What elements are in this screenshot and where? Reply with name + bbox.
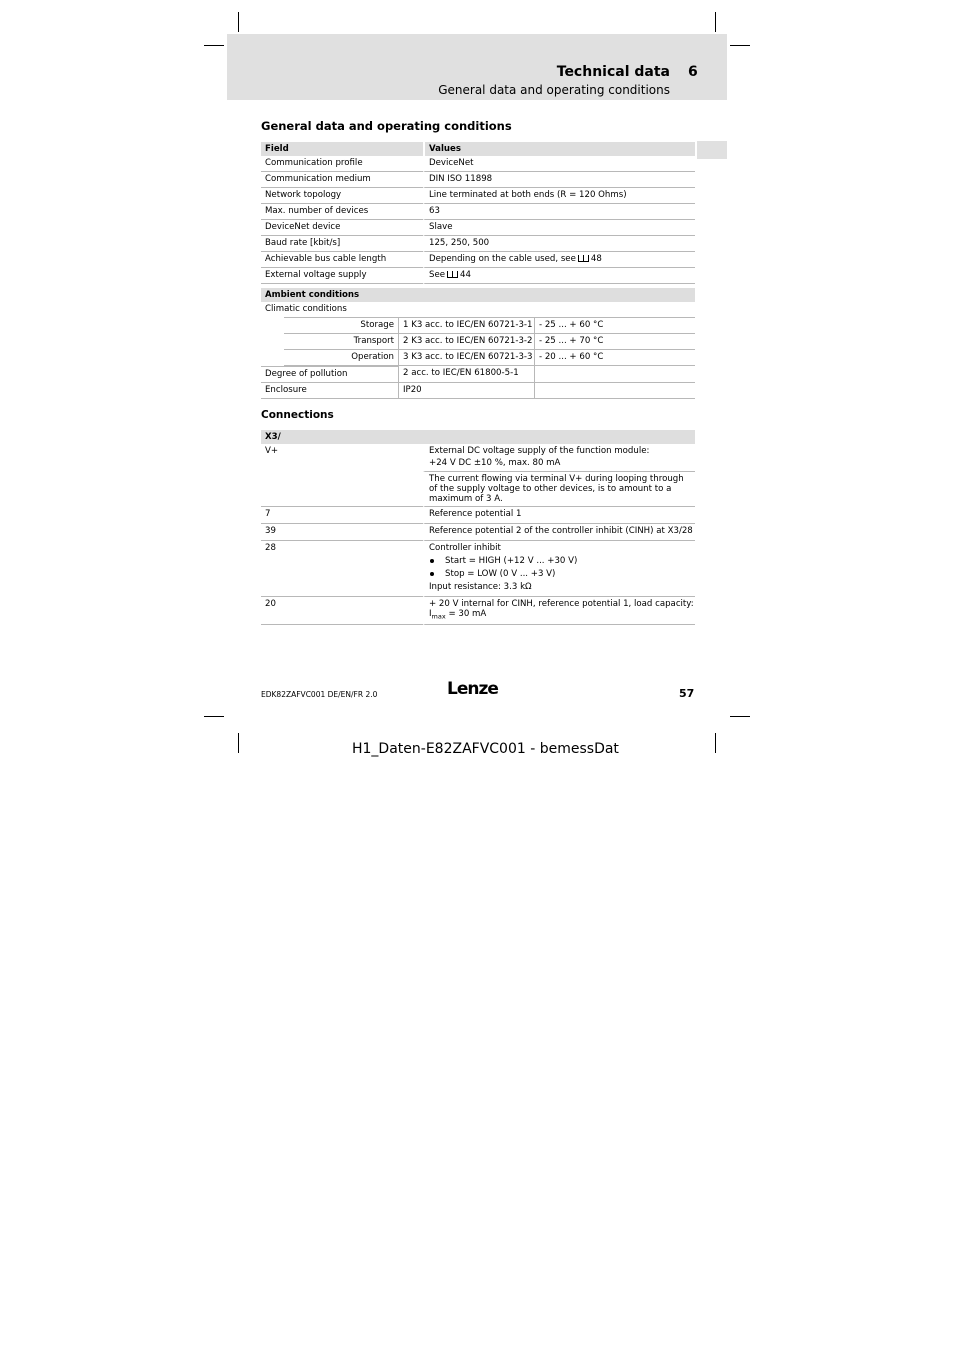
- climatic-row-label: Operation: [284, 350, 398, 366]
- table-row: [261, 172, 695, 188]
- ambient-row-value: IP20: [398, 383, 534, 399]
- table-row: [261, 220, 695, 236]
- field-cell: Achievable bus cable length: [261, 252, 423, 268]
- ambient-row-label: Enclosure: [261, 383, 398, 399]
- table-row: [261, 334, 695, 350]
- section-heading-general: General data and operating conditions: [261, 119, 512, 133]
- terminal-description: The current flowing via terminal V+ during looping through of the supply voltage to other devices, is to amount to a maximum of 3 A.: [423, 472, 695, 507]
- terminal-cell: 7: [261, 507, 423, 524]
- value-cell: DeviceNet: [423, 156, 695, 172]
- crop-mark: [204, 45, 224, 46]
- description-line: +24 V DC ±10 %, max. 80 mA: [429, 458, 561, 468]
- value-cell: [423, 252, 695, 268]
- value-text: See: [429, 270, 446, 280]
- imax-subscript: max: [431, 612, 446, 621]
- terminal-description: Reference potential 2 of the controller inhibit (CINH) at X3/28: [423, 524, 695, 541]
- table-row: [261, 366, 695, 383]
- table-row: [261, 317, 695, 334]
- terminal-description: [423, 541, 695, 597]
- field-cell: Communication profile: [261, 156, 423, 172]
- table-row: [261, 597, 695, 625]
- crop-mark: [238, 733, 239, 753]
- climatic-standard: 1 K3 acc. to IEC/EN 60721-3-1: [398, 317, 534, 334]
- crop-mark: [730, 716, 750, 717]
- column-header-field: Field: [261, 142, 423, 156]
- book-icon: [578, 255, 589, 262]
- climatic-standard: 3 K3 acc. to IEC/EN 60721-3-3: [398, 350, 534, 366]
- terminal-cell: 28: [261, 541, 423, 597]
- climatic-label: Climatic conditions: [265, 304, 347, 314]
- table-row: [261, 541, 695, 597]
- imax-symbol: I: [429, 609, 432, 619]
- description-line: Input resistance: 3.3 kΩ: [429, 582, 532, 592]
- value-cell: 125, 250, 500: [423, 236, 695, 252]
- page-number: 57: [679, 687, 695, 700]
- ambient-row-value: 2 acc. to IEC/EN 61800-5-1: [398, 366, 534, 383]
- description-line: + 20 V internal for CINH, reference potential 1, load capacity:: [429, 599, 694, 609]
- ambient-conditions-table: [261, 288, 695, 399]
- table-row: [261, 188, 695, 204]
- field-cell: Communication medium: [261, 172, 423, 188]
- field-cell: External voltage supply: [261, 268, 423, 284]
- table-row: [261, 204, 695, 220]
- book-icon: [447, 271, 458, 278]
- column-header-values: Values: [423, 142, 695, 156]
- terminal-description: Reference potential 1: [423, 507, 695, 524]
- crop-mark: [238, 12, 239, 32]
- table-row: [261, 236, 695, 252]
- table-row: [261, 302, 695, 317]
- chapter-title: Technical data: [556, 64, 670, 80]
- table-row: [261, 156, 695, 172]
- value-cell: 63: [423, 204, 695, 220]
- page-reference[interactable]: 48: [590, 254, 602, 264]
- terminal-cell: 39: [261, 524, 423, 541]
- terminal-description: [423, 444, 695, 472]
- terminal-header: X3/: [261, 430, 695, 444]
- table-row: [261, 383, 695, 399]
- file-caption: H1_Daten-E82ZAFVC001 - bemessDat: [352, 741, 619, 757]
- climatic-row-label: Transport: [284, 334, 398, 350]
- chapter-tab-marker: [697, 141, 727, 159]
- bullet-item: Start = HIGH (+12 V ... +30 V): [429, 556, 691, 566]
- table-header-row: [261, 142, 695, 156]
- climatic-range: - 25 ... + 60 °C: [534, 317, 695, 334]
- field-cell: Baud rate [kbit/s]: [261, 236, 423, 252]
- value-cell: [423, 268, 695, 284]
- table-row: [261, 350, 695, 366]
- description-line: Controller inhibit: [429, 543, 501, 553]
- table-row: [261, 268, 695, 284]
- chapter-subtitle: General data and operating conditions: [438, 83, 670, 97]
- chapter-number: 6: [688, 64, 698, 80]
- page-reference[interactable]: 44: [460, 270, 471, 280]
- field-cell: DeviceNet device: [261, 220, 423, 236]
- climatic-range: - 20 ... + 60 °C: [534, 350, 695, 366]
- climatic-row-label: Storage: [284, 317, 398, 334]
- crop-mark: [730, 45, 750, 46]
- general-data-table: [261, 142, 695, 284]
- ambient-header: Ambient conditions: [261, 288, 695, 302]
- field-cell: Max. number of devices: [261, 204, 423, 220]
- table-row: [261, 252, 695, 268]
- terminal-cell: 20: [261, 597, 423, 625]
- table-row: [261, 507, 695, 524]
- field-cell: Network topology: [261, 188, 423, 204]
- lenze-logo: Lenze: [447, 679, 498, 699]
- table-header-row: [261, 288, 695, 302]
- description-line: [429, 609, 691, 622]
- table-header-row: [261, 430, 695, 444]
- terminal-description: [423, 597, 695, 625]
- crop-mark: [204, 716, 224, 717]
- value-cell: Slave: [423, 220, 695, 236]
- description-line: External DC voltage supply of the function module:: [429, 446, 650, 456]
- climatic-standard: 2 K3 acc. to IEC/EN 60721-3-2: [398, 334, 534, 350]
- document-code: EDK82ZAFVC001 DE/EN/FR 2.0: [261, 690, 378, 699]
- connections-table: [261, 430, 695, 625]
- crop-mark: [715, 733, 716, 753]
- climatic-range: - 25 ... + 70 °C: [534, 334, 695, 350]
- imax-value: = 30 mA: [445, 609, 487, 619]
- bullet-item: Stop = LOW (0 V ... +3 V): [429, 569, 691, 579]
- table-row: [261, 524, 695, 541]
- terminal-cell: V+: [261, 444, 423, 507]
- table-row: [261, 444, 695, 472]
- ambient-row-label: Degree of pollution: [261, 366, 398, 383]
- value-cell: Line terminated at both ends (R = 120 Ohms): [423, 188, 695, 204]
- value-text: Depending on the cable used, see: [429, 254, 576, 264]
- crop-mark: [715, 12, 716, 32]
- section-heading-connections: Connections: [261, 409, 334, 421]
- value-cell: DIN ISO 11898: [423, 172, 695, 188]
